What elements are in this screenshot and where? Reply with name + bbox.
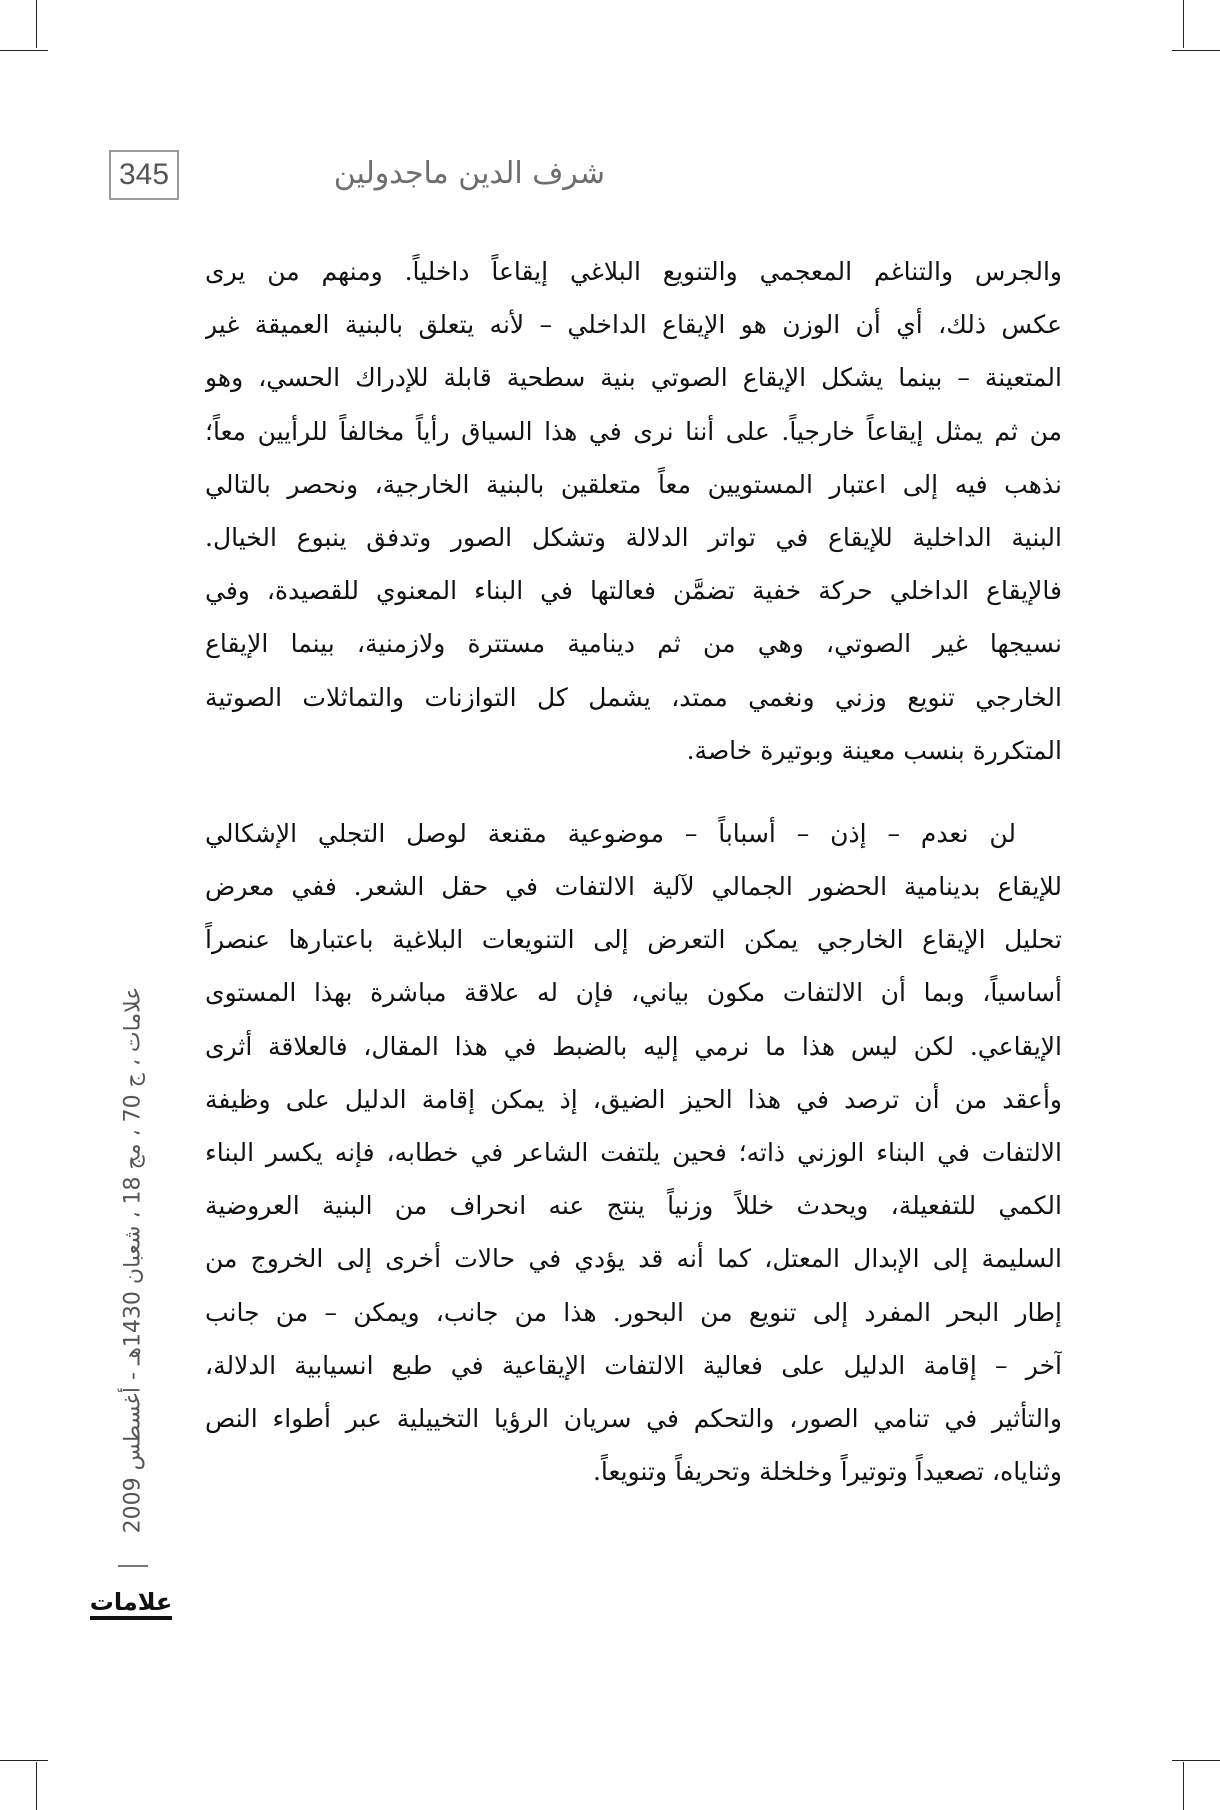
text-line: نذهب فيه إلى اعتبار المستويين معاً متعلقين بالبنية الخارجية، ونحصر بالتالي bbox=[205, 469, 1062, 499]
journal-logo-text: علامات bbox=[90, 1590, 173, 1620]
text-line: آخر – إقامة الدليل على فعالية الالتفات الإيقاعية في طبع انسيابية الدلالة، bbox=[205, 1350, 1062, 1380]
journal-sidebar bbox=[108, 955, 158, 1565]
text-line: لن نعدم – إذن – أسباباً – موضوعية مقنعة لوصل التجلي الإشكالي bbox=[205, 818, 1016, 848]
text-line: وأعقد من أن ترصد في هذا الحيز الضيق، إذ يمكن إقامة الدليل على وظيفة bbox=[205, 1084, 1062, 1114]
crop-mark bbox=[1183, 1762, 1184, 1810]
journal-logo bbox=[89, 1575, 173, 1635]
text-line: الخارجي تنويع وزني ونغمي ممتد، يشمل كل التوازنات والتماثلات الصوتية bbox=[205, 682, 1062, 712]
text-line: المتكررة بنسب معينة وبوتيرة خاصة. bbox=[686, 735, 1062, 765]
text-line: البنية الداخلية للإيقاع في تواتر الدلالة وتشكل الصور وتدفق ينبوع الخيال. bbox=[205, 522, 1062, 552]
journal-info: علامات ، ج 70 ، مج 18 ، شعبان 1430هـ - أغسطس 2009 bbox=[120, 986, 146, 1534]
text-line: الإيقاعي. لكن ليس هذا ما نرمي إليه بالضبط في هذا المقال، فالعلاقة أثرى bbox=[205, 1031, 1062, 1061]
text-line: من ثم يمثل إيقاعاً خارجياً. على أننا نرى في هذا السياق رأياً مخالفاً للرأيين معاً؛ bbox=[205, 416, 1062, 446]
page-number: 345 bbox=[109, 150, 179, 200]
crop-mark bbox=[1172, 1760, 1220, 1761]
text-line: والجرس والتناغم المعجمي والتنويع البلاغي إيقاعاً داخلياً. ومنهم من يرى bbox=[205, 257, 1062, 286]
text-line: إطار البحر المفرد إلى تنويع من البحور. هذا من جانب، ويمكن – من جانب bbox=[205, 1297, 1062, 1327]
crop-mark bbox=[36, 1762, 37, 1810]
crop-mark bbox=[36, 0, 37, 48]
text-line: نسيجها غير الصوتي، وهي من ثم دينامية مستترة ولازمنية، بينما الإيقاع bbox=[205, 629, 1062, 659]
sidebar-divider bbox=[118, 1565, 148, 1567]
page-header bbox=[100, 150, 1100, 205]
text-line: فالإيقاع الداخلي حركة خفية تضمَّن فعالتها في البناء المعنوي للقصيدة، وفي bbox=[205, 576, 1062, 606]
text-line: الالتفات في البناء الوزني ذاته؛ فحين يلتفت الشاعر في خطابه، فإنه يكسر البناء bbox=[205, 1138, 1062, 1167]
crop-mark bbox=[1183, 0, 1184, 48]
text-line: والتأثير في تنامي الصور، والتحكم في سريان الرؤيا التخييلية عبر أطواء النص bbox=[205, 1403, 1062, 1433]
paragraph bbox=[205, 245, 1062, 777]
crop-mark bbox=[0, 1760, 48, 1761]
crop-mark bbox=[0, 50, 48, 51]
text-line: السليمة إلى الإبدال المعتل، كما أنه قد يؤدي في حالات أخرى إلى الخروج من bbox=[205, 1244, 1062, 1274]
text-line: وثناياه، تصعيداً وتوتيراً وخلخلة وتحريفاً وتنويعاً. bbox=[592, 1457, 1062, 1487]
paragraph bbox=[205, 807, 1062, 1498]
text-line: تحليل الإيقاع الخارجي يمكن التعرض إلى التنويعات البلاغية باعتبارها عنصراً bbox=[205, 925, 1062, 955]
text-line: الكمي للتفعيلة، ويحدث خللاً وزنياً ينتج عنه انحراف من البنية العروضية bbox=[205, 1191, 1062, 1221]
text-line: المتعينة – بينما يشكل الإيقاع الصوتي بنية سطحية قابلة للإدراك الحسي، وهو bbox=[205, 363, 1062, 393]
text-line: أساسياً، وبما أن الالتفات مكون بياني، فإن له علاقة مباشرة بهذا المستوى bbox=[205, 978, 1062, 1008]
text-line: للإيقاع بدينامية الحضور الجمالي لآلية الالتفات في حقل الشعر. ففي معرض bbox=[205, 872, 1062, 902]
crop-mark bbox=[1172, 50, 1220, 51]
article-body bbox=[205, 245, 1062, 1498]
text-line: عكس ذلك، أي أن الوزن هو الإيقاع الداخلي – لأنه يتعلق بالبنية العميقة غير bbox=[205, 310, 1062, 340]
author-name: شرف الدين ماجدولين bbox=[333, 156, 605, 191]
